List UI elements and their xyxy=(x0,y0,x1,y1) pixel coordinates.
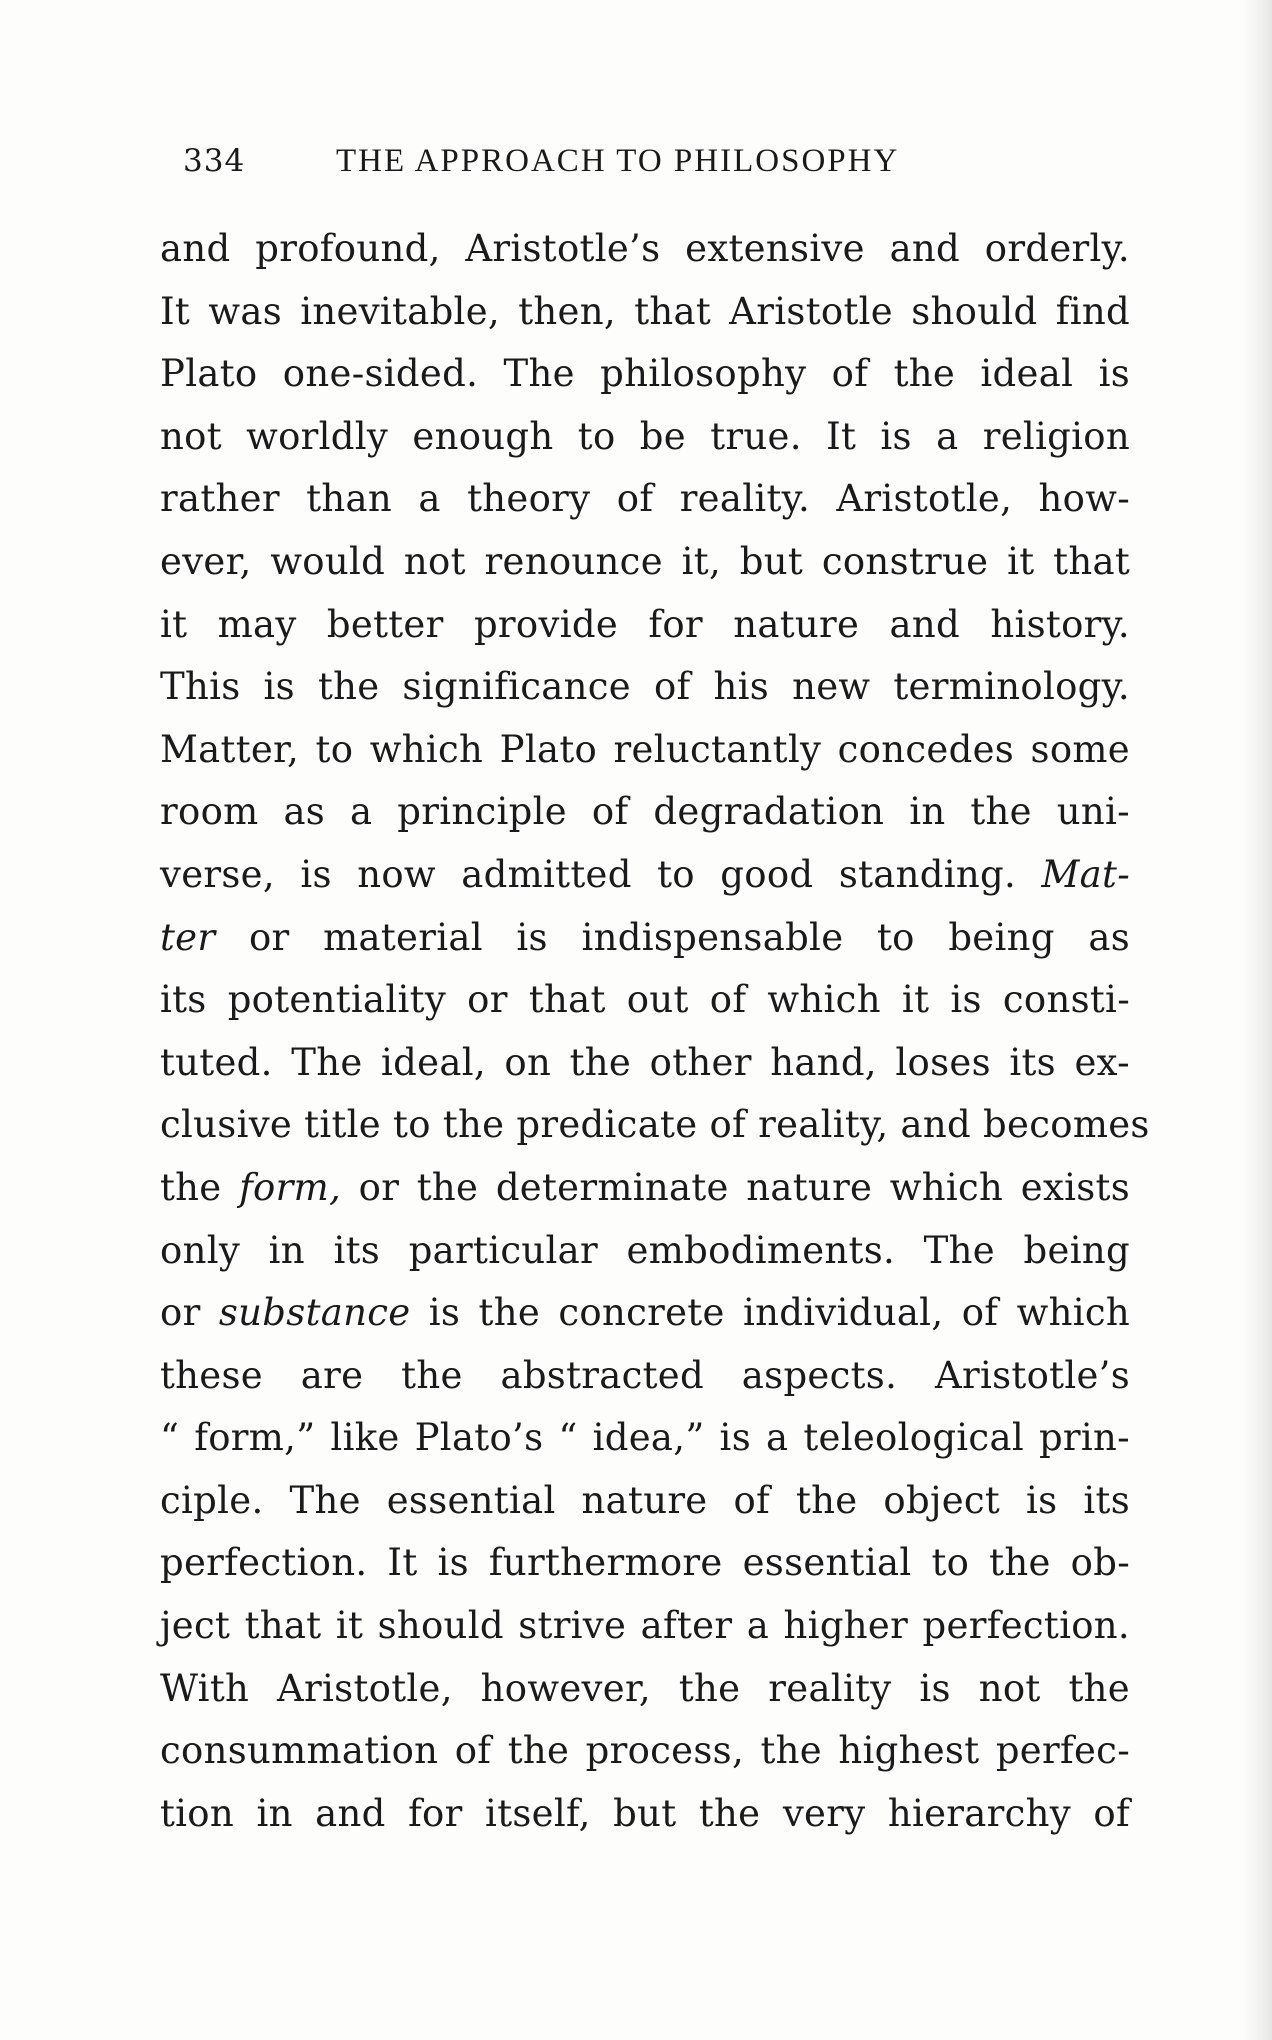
text-segment: clusive title to the predicate of reality, and becomes xyxy=(160,1103,1150,1147)
text-line xyxy=(160,1345,1130,1408)
text-segment: only in its particular embodiments. The being xyxy=(160,1228,1130,1272)
text-segment: its potentiality or that out of which it is consti- xyxy=(160,978,1130,1022)
text-segment: “ form,” like Plato’s “ idea,” is a teleological prin- xyxy=(160,1416,1130,1460)
italic-term: form, xyxy=(239,1165,342,1209)
text-segment: verse, is now admitted to good standing. xyxy=(160,852,1042,896)
text-segment: It was inevitable, then, that Aristotle should find xyxy=(160,289,1130,333)
page-header xyxy=(183,136,983,186)
italic-term: ter xyxy=(160,915,216,959)
text-segment: or the determinate nature which exists xyxy=(341,1165,1130,1209)
text-line xyxy=(160,1783,1130,1846)
text-segment: these are the abstracted aspects. Aristotle’s xyxy=(160,1353,1130,1397)
text-line xyxy=(160,1720,1130,1783)
text-segment: Matter, to which Plato reluctantly concedes some xyxy=(160,727,1130,771)
text-segment: ject that it should strive after a higher perfection. xyxy=(160,1604,1130,1648)
text-segment: consummation of the process, the highest perfec- xyxy=(160,1729,1130,1773)
text-line xyxy=(160,1658,1130,1721)
text-line xyxy=(160,468,1130,531)
text-line xyxy=(160,969,1130,1032)
text-segment: or material is indispensable to being as xyxy=(215,915,1130,959)
text-line xyxy=(160,1595,1130,1658)
page-edge-shadow xyxy=(1242,0,1272,2040)
text-segment: the xyxy=(160,1165,240,1209)
text-segment: ciple. The essential nature of the object is its xyxy=(160,1478,1130,1522)
text-line xyxy=(160,1094,1150,1157)
text-line xyxy=(160,781,1130,844)
text-segment: ever, would not renounce it, but construe it that xyxy=(160,539,1130,583)
text-segment: it may better provide for nature and history. xyxy=(160,602,1130,646)
text-line xyxy=(160,406,1130,469)
text-line xyxy=(160,594,1130,657)
text-segment: rather than a theory of reality. Aristotle, how- xyxy=(160,477,1130,521)
text-segment: perfection. It is furthermore essential to the ob- xyxy=(160,1541,1130,1585)
text-segment: tuted. The ideal, on the other hand, loses its ex- xyxy=(160,1040,1130,1084)
italic-term: Mat- xyxy=(1041,852,1130,896)
text-segment: tion in and for itself, but the very hierarchy of xyxy=(160,1791,1130,1835)
text-line xyxy=(160,218,1130,281)
text-segment: room as a principle of degradation in the uni- xyxy=(160,790,1130,834)
text-line xyxy=(160,1532,1130,1595)
text-segment: This is the significance of his new terminology. xyxy=(160,665,1130,709)
text-line xyxy=(160,844,1130,907)
page-number: 334 xyxy=(183,143,246,179)
text-segment: is the concrete individual, of which xyxy=(410,1291,1130,1335)
running-title: THE APPROACH TO PHILOSOPHY xyxy=(336,143,900,179)
text-line xyxy=(160,1220,1130,1283)
text-line xyxy=(160,719,1130,782)
text-line xyxy=(160,907,1130,970)
text-line xyxy=(160,1157,1130,1220)
italic-term: substance xyxy=(218,1291,411,1335)
text-line xyxy=(160,1032,1130,1095)
text-segment: or xyxy=(160,1291,219,1335)
text-line xyxy=(160,281,1130,344)
text-segment: not worldly enough to be true. It is a religion xyxy=(160,414,1130,458)
body-text xyxy=(160,218,1150,1845)
text-segment: Plato one-sided. The philosophy of the ideal is xyxy=(160,352,1130,396)
text-line xyxy=(160,1282,1130,1345)
text-segment: and profound, Aristotle’s extensive and orderly. xyxy=(160,227,1130,270)
text-line xyxy=(160,343,1130,406)
text-line xyxy=(160,1407,1130,1470)
text-line xyxy=(160,1470,1130,1533)
text-line xyxy=(160,531,1130,594)
text-line xyxy=(160,656,1130,719)
text-segment: With Aristotle, however, the reality is not the xyxy=(160,1666,1130,1710)
